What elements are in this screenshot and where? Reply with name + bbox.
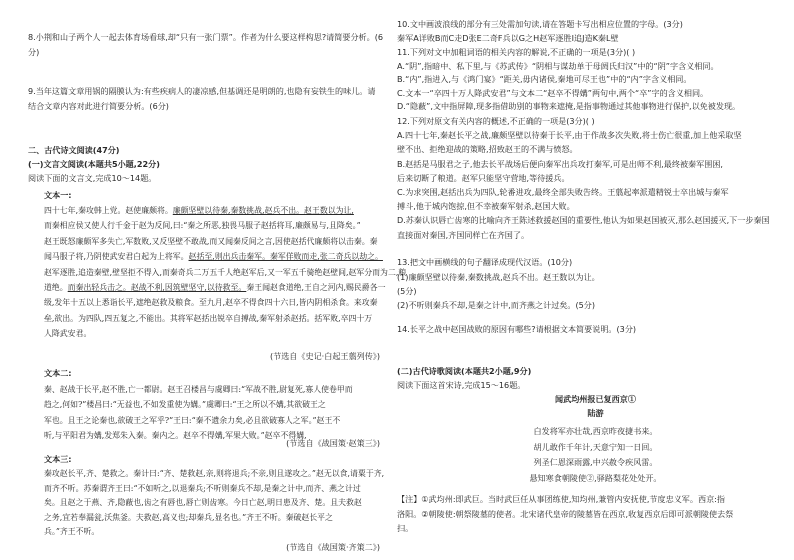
text-2-line: 听,与平阳君为媾,发郑朱入秦。秦内之。赵卒不得媾,军果大败。”赵卒不得媾, [44,431,307,441]
text-1-body [44,203,406,342]
question-14: 14.长平之战中赵国战败的原因有哪些?请根据文本简要说明。(3分) [397,324,637,334]
underlined-sentence: 廉颇坚壁以待秦,秦数挑战,赵兵不出。赵王数以为让, [172,206,354,215]
question-9-line: 9.当年这篇文章用锅的隔膜认为:有些疾病人的凄凉感,但基调还是明朗的,也隐有妄铁生的味儿。请 [28,86,376,96]
question-12-option: 直接面对秦国,齐国同样亡在齐国了。 [397,229,530,240]
question-11-stem: 11.下列对文中加粗词语的相关内容的解说,不正确的一项是(3分)( ) [397,47,636,57]
question-10-line: 秦军A详败B而C走D张E二奇F兵以G之H赵军逐胜I追J造K秦L壁 [397,32,619,43]
text-3-line: 而齐不听。苏秦谓齐王曰:“不如听之,以退秦兵;不听则秦兵不却,是秦之计中,而齐、燕之计过 [44,483,361,493]
question-13-sentence-2: (2)不听则秦兵不却,是秦之计中,而齐燕之计过矣。(5分) [397,300,596,310]
question-9-line: 结合文章内容对此进行简要分析。(6分) [28,101,169,112]
question-13-sentence-1-text: (1)廉颇坚壁以待秦,秦数挑战,赵兵不出。赵王数以为让。 [397,272,600,282]
text-1-line [44,218,406,233]
question-13-sentence-1 [397,270,600,285]
poem-line: 胡儿敢作千年计,天意宁知一日回。 [533,441,658,452]
question-12-option: A.四十七年,秦赵长平之战,廉颇坚壁以待秦于长平,由于作战多次失败,将士伤亡很重,加上他采取坚 [397,130,742,141]
text-1-segment: 级,发年十五以上悉诣长平,遮绝赵救及粮食。至九月,赵卒不得食四十六日,皆内阴相杀食。来攻秦 [44,298,378,308]
question-8 [28,30,383,61]
text-1-line [44,280,406,295]
text-3-line: 矣。且赵之于燕、齐,隐蔽也,齿之有唇也,唇亡则齿寒。今日亡赵,明日患及齐、楚。且夫救赵 [44,498,362,508]
text-2-source: (节选自《战国策·赵策三》) [286,438,380,448]
poem-body [397,424,794,486]
poem-note [397,492,733,536]
text-1-line [44,203,406,218]
subsection-2-heading: (二)古代诗歌阅读(本题共2小题,9分) [397,366,532,376]
text-2-line: 军也。且王之论秦也,欲破王之军乎?”王曰:“秦不遗余力矣,必且欲破寡人之军。”赵王不 [44,415,341,425]
question-8-line: 分) [28,47,40,58]
poem-line: 列圣仁恩深雨露,中兴赦令疾风雷。 [533,457,658,468]
question-11-option: B.“内”,指进入,与《鸿门宴》“距关,毋内诸侯,秦地可尽王也”中的“内”字含义相同。 [397,74,692,85]
question-10 [397,18,683,46]
text-1-segment: 道绝。 [44,283,68,293]
question-9 [28,84,375,115]
text-3-body [44,467,384,540]
question-12-option: 搏斗,他于城内饱掠,但不幸被秦军射杀,赵国大败。 [397,201,575,212]
text-3-line: 兵。”齐王不听。 [44,527,100,537]
poem-note-line: 扫。 [397,523,414,534]
poem-instruction: 阅读下面这首宋诗,完成15～16题。 [397,380,526,390]
question-13-sentence-1-score: (5分) [397,286,417,296]
text-1-segment: 人降武安君。 [44,329,92,339]
poem-note-line: 【注】①武均州:即武巨。当时武巨任从事团练使,知均州,兼管内安抚使,节度忠义军。西京:指 [397,494,725,504]
text-1-line [44,234,406,249]
question-12-stem: 12.下列对原文有关内容的概述,不正确的一项是(3分)( ) [397,116,595,126]
text-1-line [44,311,406,326]
question-10-line: 10.文中画波浪线的部分有三处需加句读,请在答题卡写出相应位置的字母。(3分) [397,19,683,29]
question-11 [397,46,740,114]
underlined-sentence: 赵括至,则出兵击秦军。秦军佯败而走,张二奇兵以劫之。 [188,252,383,262]
text-1-segment: 秦王闻赵食道绝,王自之河内,赐民爵各一 [246,283,386,293]
text-1-segment: 而秦相应侯又使人行千金于赵为反间,曰:“秦之所恶,独畏马服子赵括将耳,廉颇易与,且降矣。” [44,221,361,231]
subsection-1-heading: (一)文言文阅读(本题共5小题,22分) [28,159,160,169]
text-2-body [44,382,353,444]
question-11-option: C.文本一“卒四十万人降武安君”与文本二“赵卒不得媾”两句中,两个“卒”字的含义相同。 [397,87,709,98]
text-1-line [44,326,406,341]
text-1-line [44,295,406,310]
question-12-option: C.为求突围,赵括出兵为四队,轮番进攻,最终全部失败告终。王翦起率派遣精锐士卒出城与秦军 [397,187,729,198]
text-1-line [44,249,406,264]
poem-note-line: 洛阳。②朝陵使:朝祭陵墓的使者。北宋诸代皇帝的陵墓皆在西京,收复西京后即可派朝陵使去祭 [397,508,734,519]
section-2-heading: 二、古代诗文阅读(47分) [28,145,120,155]
poem-title: 闻武均州报已复西京① [555,394,636,404]
question-12-option: 后来切断了粮道。赵军只能坚守营地,等待援兵。 [397,172,570,183]
question-12-option: D.苏秦认识唇亡齿寒的比喻向齐王陈述救援赵国的重要性,他认为如果赵国被灭,那么赵国援灭,下一步秦国 [397,215,770,226]
poem-author: 陆游 [587,408,604,418]
text-1-segment: 垒,欲出。为四队,四五复之,不能出。其将军赵括出锐卒自搏战,秦军射杀赵括。括军败,卒四十万 [44,313,373,323]
text-1-line [44,265,406,280]
text-2-title: 文本二: [44,368,72,378]
question-11-option: D.“隐蔽”,文中指屏障,现多指借助别的事物来遮掩,是指事物通过其他事物进行保护,以免被发现。 [397,101,741,112]
text-3-line: 之务,宜若奉漏瓮,沃焦釜。夫救赵,高义也;却秦兵,显名也。”齐王不听。秦破赵长平之 [44,512,333,522]
question-12-option: 壁不出、拒绝迎战的策略,招致赵王的不满与愤怒。 [397,144,578,155]
question-11-option: A.“阴”,指暗中、私下里,与《苏武传》“阴相与谋劫单于母阏氏归汉”中的“阴”字含义相同。 [397,60,719,71]
text-1-segment: 赵王既怒廉颇军多失亡,军数败,又反坚壁不敢战,而又闻秦反间之言,因使赵括代廉颇将以击秦。秦 [44,236,378,246]
text-1-title: 文本一: [44,190,72,200]
poem-line: 悬知寒食朝陵使②,驿路梨花处处开。 [529,472,662,483]
question-8-line: 8.小荆和山子两个人一起去体育场看球,却“只有一张门票”。作者为什么要这样构思?请简要分析。(6 [28,32,384,42]
poem-line: 白发将军亦壮哉,西京昨夜捷书来。 [533,426,658,436]
text-2-line: 趋之,何如?”楼昌曰:“无益也,不如发重使为媾。”虞卿曰:“王之所以不媾,其欲破王之 [44,400,326,410]
text-3-line: 秦攻赵长平,齐、楚救之。秦计曰:“齐、楚救赵,亲,则将退兵;不亲,则且遂攻之。”赵无以食,请粟于齐, [44,469,385,478]
question-12-option: B.赵括是马服君之子,他去长平战场后便向秦军出兵攻打秦军,可是出师不利,最终被秦军围困, [397,158,723,169]
text-1-segment: 赵军逐胜,追造秦壁,壁坚拒不得入,而秦奇兵二万五千人绝赵军后,又一军五千骑绝赵壁间,赵军分而为二,粮 [44,267,407,277]
text-2-line: 秦、赵战于长平,赵不胜,亡一都尉。赵王召楼昌与虞卿曰:“军战不胜,尉复死,寡人使卷甲而 [44,385,353,394]
text-1-source: (节选自《史记·白起王翦列传》) [269,351,380,361]
underlined-sentence: 而秦出轻兵击之。赵战不利,因筑壁坚守,以待救至。 [67,283,247,293]
question-12 [397,114,770,242]
text-3-title: 文本三: [44,454,72,464]
reading-instruction: 阅读下面的文言文,完成10～14题。 [28,173,157,183]
text-3-source: (节选自《战国策·齐策二》) [286,542,380,552]
text-1-segment: 闻马服子将,乃阴使武安君白起为上将军。 [44,252,189,262]
question-13-stem: 13.把文中画横线的句子翻译成现代汉语。(10分) [397,257,573,267]
text-1-segment: 四十七年,秦攻韩上党。赵使廉颇将。 [44,206,173,215]
